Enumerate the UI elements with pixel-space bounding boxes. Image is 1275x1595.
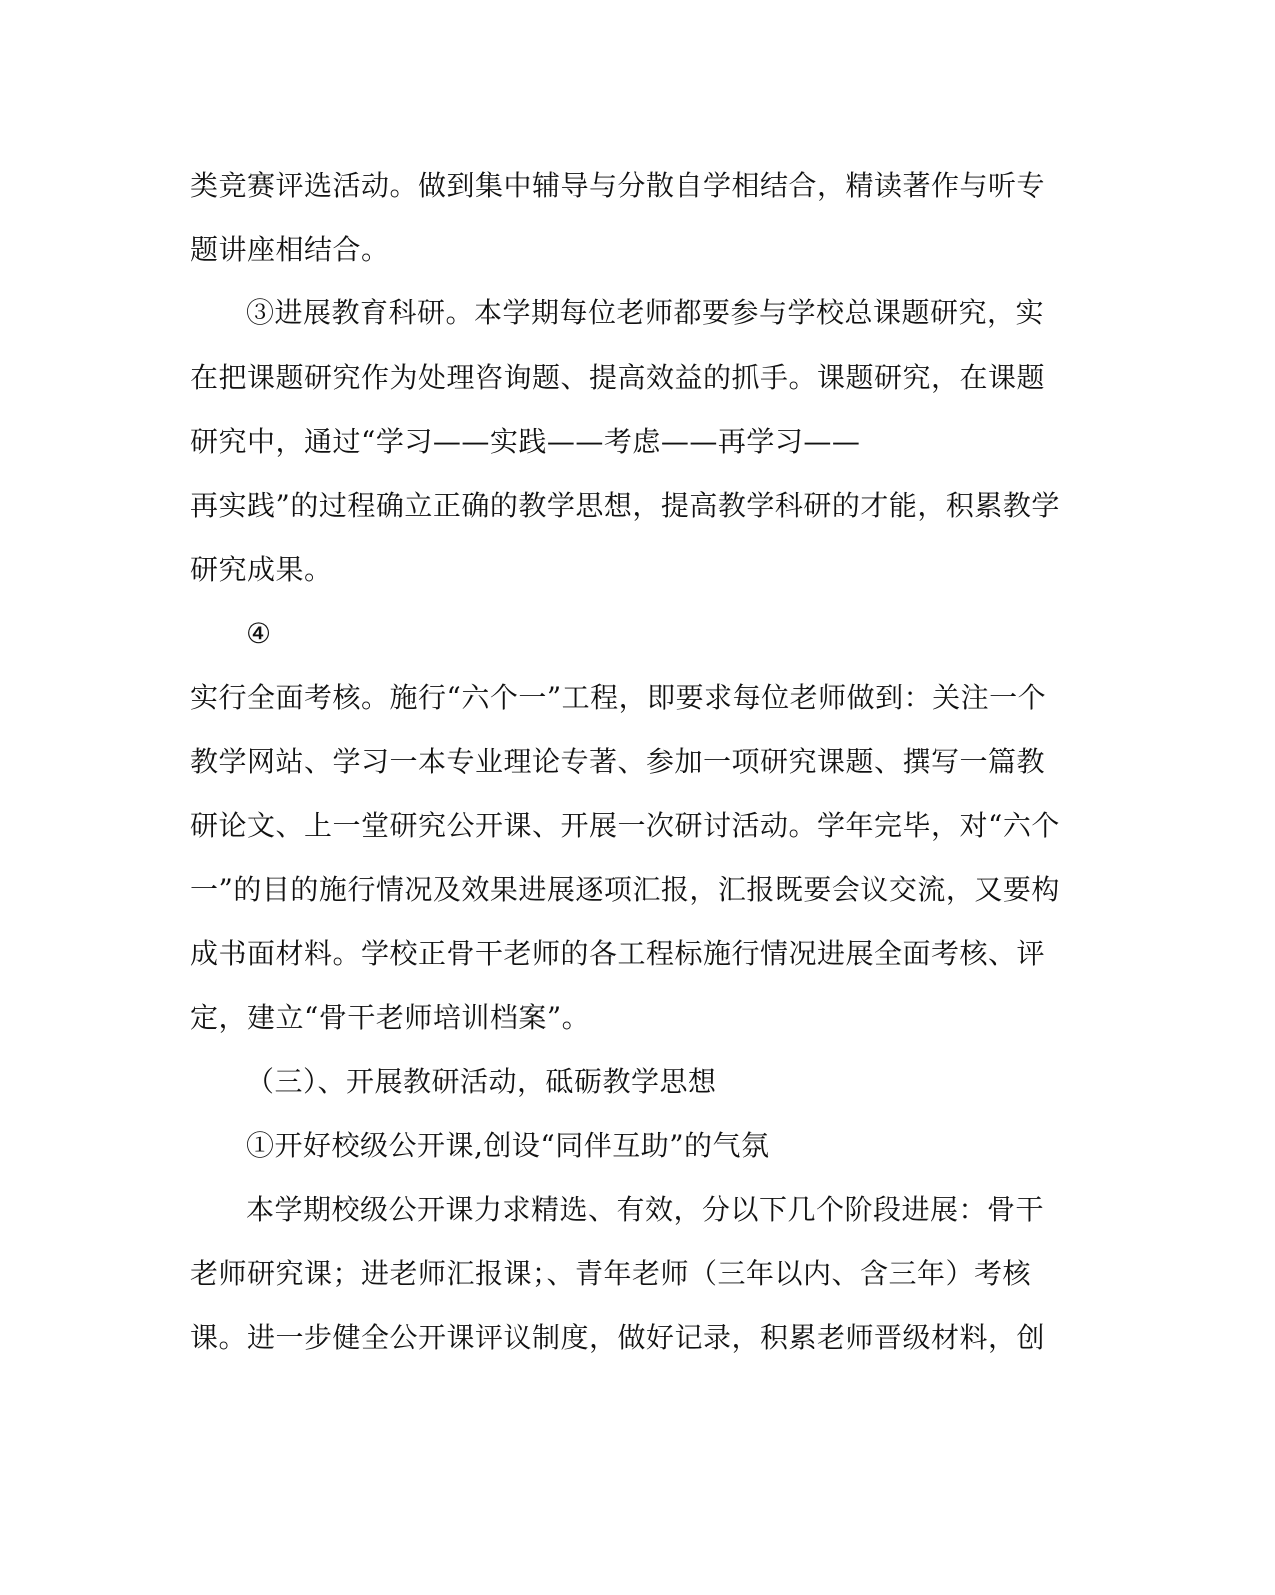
text-line: 再实践”的过程确立正确的教学思想，提高教学科研的才能，积累教学	[190, 489, 1060, 522]
subsection-heading: ①开好校级公开课,创设“同伴互助”的气氛	[246, 1129, 770, 1162]
text-line: 本学期校级公开课力求精选、有效，分以下几个阶段进展：骨干	[246, 1193, 1045, 1226]
text-line: 成书面材料。学校正骨干老师的各工程标施行情况进展全面考核、评	[190, 937, 1046, 970]
text-line: 研论文、上一堂研究公开课、开展一次研讨活动。学年完毕，对“六个	[190, 809, 1060, 842]
text-line: 研究中，通过“学习——实践——考虑——再学习——	[190, 425, 861, 458]
text-line: 研究成果。	[190, 553, 333, 586]
text-line: ④	[246, 617, 272, 650]
text-line: ③进展教育科研。本学期每位老师都要参与学校总课题研究，实	[246, 296, 1045, 329]
text-line: 教学网站、学习一本专业理论专著、参加一项研究课题、撰写一篇教	[190, 745, 1046, 778]
text-line: 题讲座相结合。	[190, 233, 390, 266]
text-line: 实行全面考核。施行“六个一”工程，即要求每位老师做到：关注一个	[190, 681, 1047, 714]
text-line: 定，建立“骨干老师培训档案”。	[190, 1001, 591, 1034]
text-line: 老师研究课；进老师汇报课；、青年老师（三年以内、含三年）考核	[190, 1257, 1032, 1290]
text-line: 类竞赛评选活动。做到集中辅导与分散自学相结合，精读著作与听专	[190, 169, 1046, 202]
section-heading: （三）、开展教研活动，砥砺教学思想	[246, 1065, 717, 1098]
text-line: 一”的目的施行情况及效果进展逐项汇报，汇报既要会议交流，又要构	[190, 873, 1060, 906]
text-line: 课。进一步健全公开课评议制度，做好记录，积累老师晋级材料，创	[190, 1321, 1046, 1354]
text-line: 在把课题研究作为处理咨询题、提高效益的抓手。课题研究，在课题	[190, 361, 1046, 394]
